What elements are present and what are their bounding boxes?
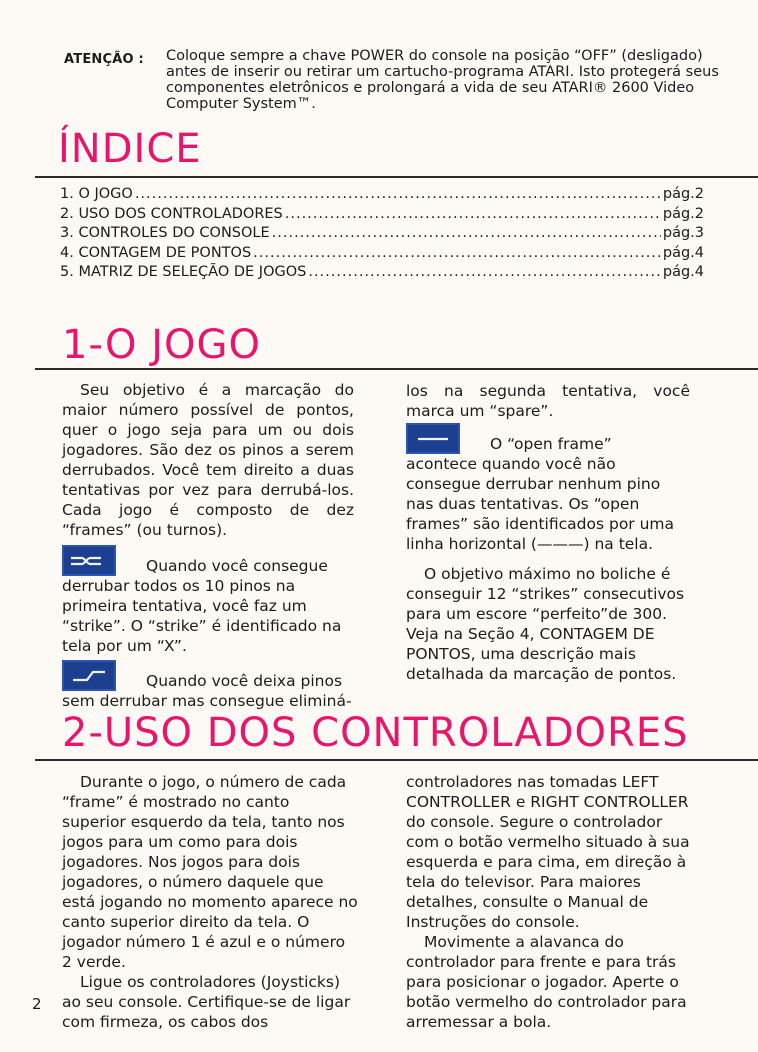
warning-text: Coloque sempre a chave POWER do console na posição “OFF” (desligado) antes de inserir ou retirar um cartucho-programa ATARI. Isto protegerá seus componentes eletrônicos e prolongará a vida de seu ATARI® 2600 Video Computer System™. bbox=[166, 48, 719, 112]
spare-description: sem derrubar mas consegue eliminá- bbox=[62, 692, 352, 710]
strike-lead: Quando você consegue bbox=[146, 557, 328, 575]
strike-description: derrubar todos os 10 pinos na primeira tentativa, você faz um “strike”. O “strike” é identificado na tela por um “X”. bbox=[62, 577, 342, 655]
toc-item[interactable]: 4. CONTAGEM DE PONTOS ..... pág.4 bbox=[60, 245, 704, 265]
section1-title: 1-O JOGO bbox=[62, 322, 261, 368]
section2-paragraph-3: controladores nas tomadas LEFT CONTROLLER e RIGHT CONTROLLER do console. Segure o controlador com o botão vermelho situado à sua esquerda e para cima, em direção à tela do televisor. Para maiores detalhes, consulte o Manual de Instruções do console. bbox=[406, 773, 690, 931]
section2-rule bbox=[35, 759, 758, 761]
toc-item[interactable]: 5. MATRIZ DE SELEÇÃO DE JOGOS ..... pág.4 bbox=[60, 264, 704, 284]
warning-label: ATENÇÃO : bbox=[64, 52, 144, 67]
section2-paragraph-1: Durante o jogo, o número de cada “frame” é mostrado no canto superior esquerdo da tela, tanto nos jogos para um como para dois jogadores. Nos jogos para dois jogadores, o número daquele que está jogando no momento aparece no canto superior direito da tela. O jogador número 1 é azul e o número 2 verde. bbox=[62, 773, 358, 971]
section1-left-column bbox=[62, 380, 354, 711]
index-title: ÍNDICE bbox=[58, 126, 202, 172]
table-of-contents bbox=[60, 186, 704, 284]
spare-lead: Quando você deixa pinos bbox=[146, 672, 343, 690]
toc-item[interactable]: 2. USO DOS CONTROLADORES ..... pág.2 bbox=[60, 206, 704, 226]
toc-item[interactable]: 3. CONTROLES DO CONSOLE ..... pág.3 bbox=[60, 225, 704, 245]
open-frame-icon bbox=[406, 423, 460, 454]
section1-intro: Seu objetivo é a marcação do maior número possível de pontos, quer o jogo seja para um ou dois jogadores. São dez os pinos a serem derrubados. Você tem direito a duas tentativas por vez para derrubá-los. Cada jogo é composto de dez “frames” (ou turnos). bbox=[62, 381, 354, 539]
section1-rule bbox=[35, 368, 758, 370]
open-frame-lead: O “open frame” bbox=[490, 435, 612, 453]
section2-right-column bbox=[406, 772, 696, 1032]
section2-title: 2-USO DOS CONTROLADORES bbox=[62, 710, 689, 756]
page-number: 2 bbox=[32, 995, 42, 1013]
section2-paragraph-2: Ligue os controladores (Joysticks) ao seu console. Certifique-se de ligar com firmeza, os cabos dos bbox=[62, 973, 351, 1031]
strike-icon bbox=[62, 545, 116, 576]
toc-item[interactable]: 1. O JOGO ..... pág.2 bbox=[60, 186, 704, 206]
open-frame-description: acontece quando você não consegue derrubar nenhum pino nas duas tentativas. Os “open frames” são identificados por uma linha horizontal (———) na tela. bbox=[406, 455, 675, 553]
spare-continuation: los na segunda tentativa, você marca um “spare”. bbox=[406, 382, 690, 420]
section2-left-column bbox=[62, 772, 358, 1032]
objective-paragraph: O objetivo máximo no boliche é conseguir 12 “strikes” consecutivos para um escore “perfeito”de 300. Veja na Seção 4, CONTAGEM DE PONTOS, uma descrição mais detalhada da marcação de pontos. bbox=[406, 565, 685, 683]
spare-icon bbox=[62, 660, 116, 691]
section2-paragraph-4: Movimente a alavanca do controlador para frente e para trás para posicionar o jogador. Aperte o botão vermelho do controlador para arremessar a bola. bbox=[406, 933, 687, 1031]
section1-right-column bbox=[406, 381, 690, 684]
index-rule bbox=[35, 176, 758, 178]
